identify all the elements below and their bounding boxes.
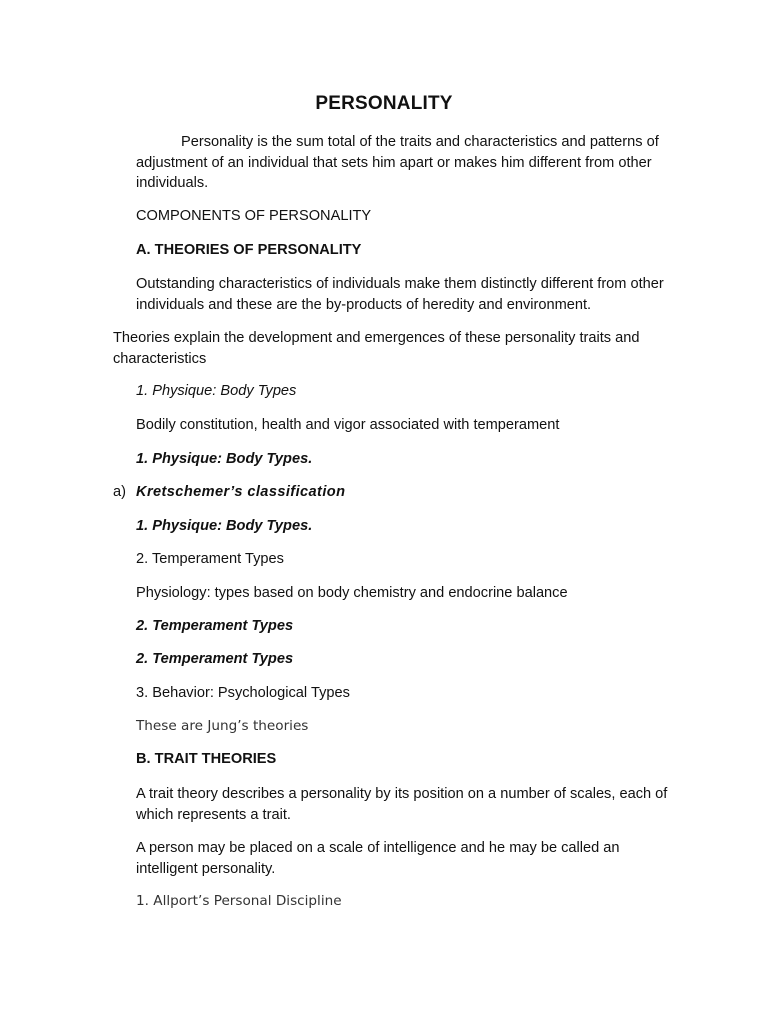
temperament-item-1: 2. Temperament Types [136,551,284,567]
intro-paragraph: Personality is the sum total of the traits and characteristics and patterns of adjustment of an individual that sets him apart or makes him different from other individuals. [136,134,659,191]
temperament-item-2: 2. Temperament Types [136,618,294,634]
physique-item-2: 1. Physique: Body Types. [136,451,313,467]
allport-item: 1. Allport’s Personal Discipline [136,893,342,909]
page-title: PERSONALITY [315,93,453,114]
behavior-item: 3. Behavior: Psychological Types [136,685,350,701]
section-b-heading: B. TRAIT THEORIES [136,751,277,767]
list-marker-a: a) [113,484,126,500]
section-a-heading: A. THEORIES OF PERSONALITY [136,242,362,258]
theories-paragraph: Theories explain the development and emergences of these personality traits and characteristics [113,330,640,367]
bodily-paragraph: Bodily constitution, health and vigor associated with temperament [136,417,560,433]
temperament-item-3: 2. Temperament Types [136,651,294,667]
physique-item-1: 1. Physique: Body Types [136,383,297,399]
kretschmer-classification: Kretschemer’s classification [136,484,346,500]
components-heading: COMPONENTS OF PERSONALITY [136,208,372,224]
physique-item-3: 1. Physique: Body Types. [136,518,313,534]
section-a-paragraph: Outstanding characteristics of individuals make them distinctly different from other individuals and these are the by-products of heredity and environment. [136,276,664,313]
trait-paragraph: A trait theory describes a personality by its position on a number of scales, each of which represents a trait. [136,786,668,823]
physiology-paragraph: Physiology: types based on body chemistry and endocrine balance [136,585,568,601]
intelligence-paragraph: A person may be placed on a scale of intelligence and he may be called an intelligent personality. [136,840,620,877]
jung-paragraph: These are Jung’s theories [136,718,309,734]
